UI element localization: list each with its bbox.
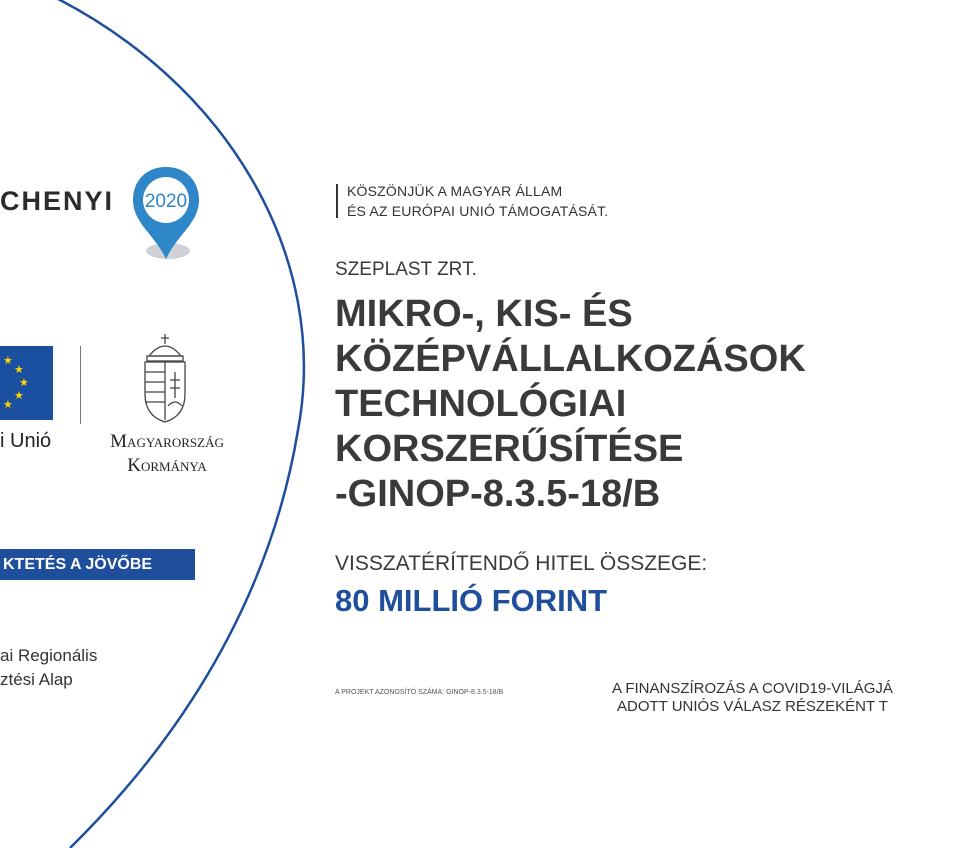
funding-note-line-1: A FINANSZÍROZÁS A COVID19-VILÁGJÁ [612, 680, 893, 697]
program-logo-text: CHENYI [0, 186, 115, 216]
title-line-3: TECHNOLÓGIAI [335, 383, 627, 425]
thanks-line-1: KÖSZÖNJÜK A MAGYAR ÁLLAM [347, 183, 563, 199]
project-title [335, 292, 806, 517]
hungarian-coat-of-arms-icon [135, 332, 195, 424]
fund-line-1: ai Regionális [0, 646, 98, 665]
title-line-5: -GINOP-8.3.5-18/B [335, 473, 661, 515]
government-label [92, 430, 242, 478]
svg-text:★: ★ [14, 389, 24, 402]
svg-text:★: ★ [19, 376, 29, 389]
funding-note-line-2: ADOTT UNIÓS VÁLASZ RÉSZEKÉNT T [617, 698, 888, 715]
company-name: SZEPLAST ZRT. [335, 259, 477, 280]
thanks-line-2: ÉS AZ EURÓPAI UNIÓ TÁMOGATÁSÁT. [347, 203, 609, 219]
funding-note [612, 680, 893, 716]
title-line-2: KÖZÉPVÁLLALKOZÁSOK [335, 338, 806, 380]
loan-value: 80 MILLIÓ FORINT [335, 583, 608, 618]
project-id: A PROJEKT AZONOSÍTÓ SZÁMA: GINOP-8.3.5-18/B [335, 689, 504, 696]
title-line-4: KORSZERŰSÍTÉSE [335, 428, 684, 470]
fund-label [0, 644, 97, 692]
eu-flag-icon [0, 346, 53, 420]
eu-label: i Unió [0, 430, 52, 452]
logo-divider [80, 346, 81, 424]
program-year: 2020 [144, 191, 188, 212]
fund-line-2: ztési Alap [0, 670, 73, 689]
thanks-text [347, 181, 608, 221]
loan-label: VISSZATÉRÍTENDŐ HITEL ÖSSZEGE: [335, 552, 708, 575]
svg-text:★: ★ [14, 363, 24, 376]
government-line-2: Kormánya [127, 455, 207, 476]
thanks-divider [336, 184, 338, 218]
svg-text:★: ★ [3, 398, 13, 411]
location-pin-icon [130, 165, 202, 263]
svg-text:★: ★ [3, 354, 13, 367]
government-line-1: Magyarország [110, 431, 224, 452]
future-banner: KTETÉS A JÖVŐBE [0, 549, 195, 580]
title-line-1: MIKRO-, KIS- ÉS [335, 293, 633, 335]
